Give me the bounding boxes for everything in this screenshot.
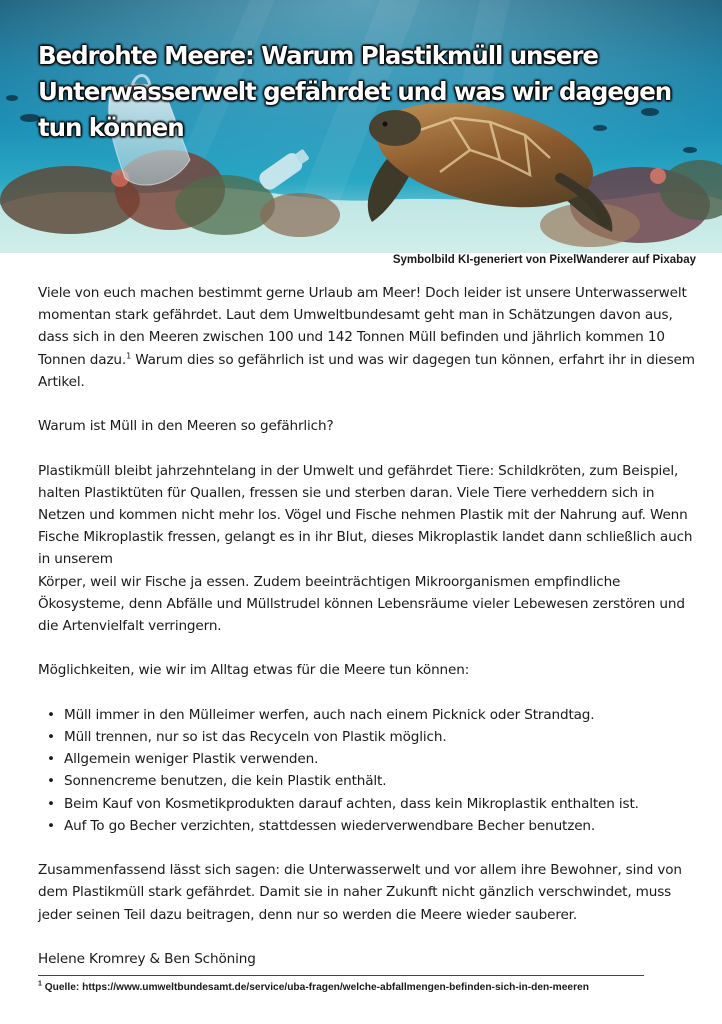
authors: Helene Kromrey & Ben Schöning bbox=[38, 951, 256, 967]
footnote-source[interactable]: Quelle: https://www.umweltbundesamt.de/service/uba-fragen/welche-abfallmengen-befinden-sich-in-den-meeren bbox=[41, 982, 589, 993]
article-body bbox=[38, 282, 702, 970]
section-heading-tips: Möglichkeiten, wie wir im Alltag etwas für die Meere tun können: bbox=[38, 662, 470, 679]
intro-paragraph bbox=[38, 282, 702, 393]
footnote-divider bbox=[38, 975, 644, 976]
footnote-reference: 1 bbox=[126, 351, 132, 361]
hero-image bbox=[0, 0, 722, 253]
list-item: • Allgemein weniger Plastik verwenden. bbox=[64, 748, 702, 770]
article-title: Bedrohte Meere: Warum Plastikmüll unsere Unterwasserwelt gefährdet und was wir dagegen tun können bbox=[38, 41, 672, 142]
intro-text: Viele von euch machen bestimmt gerne Urlaub am Meer! Doch leider ist unsere Unterwasserwelt momentan stark gefährdet. Laut dem Umweltbundesamt geht man in Schätzungen davon aus, dass sich in den Meeren zwischen 100 und 142 Tonnen Müll befinden und jährlich kommen 10 Tonnen dazu. bbox=[38, 285, 687, 368]
conclusion-paragraph: Zusammenfassend lässt sich sagen: die Unterwasserwelt und vor allem ihre Bewohner, sind von dem Plastikmüll stark gefährdet. Damit sie in naher Zukunft nicht gänzlich verschwindet, muss jeder seinen Teil dazu beitragen, denn nur so werden die Meere wieder sauberer. bbox=[38, 862, 682, 923]
list-item: • Auf To go Becher verzichten, stattdessen wiederverwendbare Becher benutzen. bbox=[64, 815, 702, 837]
footnote bbox=[38, 982, 589, 993]
list-item: • Beim Kauf von Kosmetikprodukten darauf achten, dass kein Mikroplastik enthalten ist. bbox=[64, 793, 702, 815]
list-item: • Müll immer in den Mülleimer werfen, auch nach einem Picknick oder Strandtag. bbox=[64, 704, 702, 726]
danger-paragraph-continued: Körper, weil wir Fische ja essen. Zudem beeinträchtigen Mikroorganismen empfindliche Ökosysteme, denn Abfälle und Müllstrudel können Lebensräume vieler Lebewesen zerstören und die Artenvielfalt verringern. bbox=[38, 573, 685, 635]
footnote-number: 1 bbox=[38, 980, 42, 988]
danger-paragraph: Plastikmüll bleibt jahrzehntelang in der Umwelt und gefährdet Tiere: Schildkröten, zum Beispiel, halten Plastiktüten für Quallen, fressen sie und sterben daran. Viele Tiere verheddern sich in Netzen und kommen nicht mehr los. Vögel und Fische nehmen Plastik mit der Nahrung auf. Wenn Fische Mikroplastik fressen, gelangt es in ihr Blut, dieses Mikroplastik landet dann schließlich auch in unserem bbox=[38, 462, 693, 568]
list-item: • Sonnencreme benutzen, die kein Plastik enthält. bbox=[64, 770, 702, 792]
image-caption: Symbolbild KI-generiert von PixelWanderer auf Pixabay bbox=[392, 254, 696, 266]
intro-text-continued: Warum dies so gefährlich ist und was wir dagegen tun können, erfahrt ihr in diesem Artikel. bbox=[38, 351, 695, 390]
list-item: • Müll trennen, nur so ist das Recyceln von Plastik möglich. bbox=[64, 726, 702, 748]
section-heading-danger: Warum ist Müll in den Meeren so gefährlich? bbox=[38, 418, 334, 435]
tips-list bbox=[38, 704, 702, 837]
